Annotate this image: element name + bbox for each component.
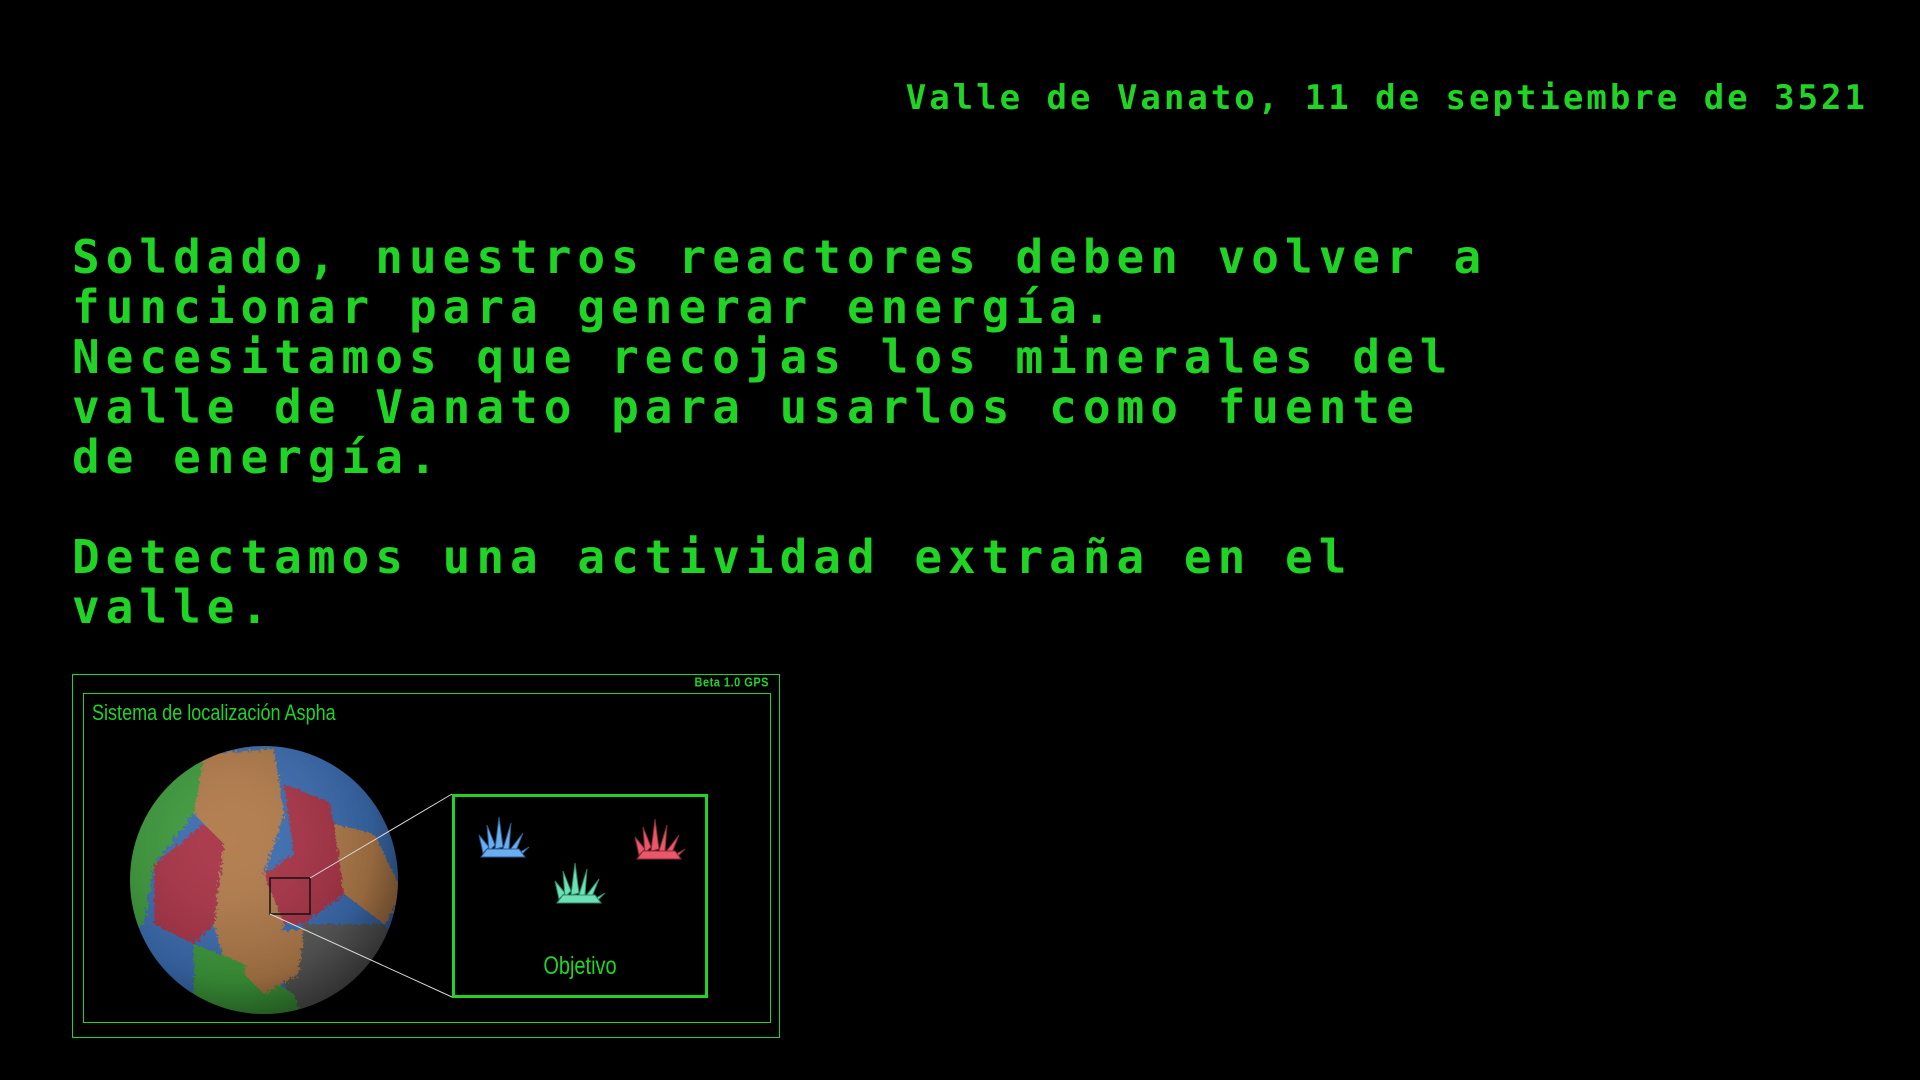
target-label: Objetivo <box>543 952 617 980</box>
briefing-paragraph-2: Detectamos una actividad extraña en el valle. <box>72 530 1353 634</box>
gps-title: Sistema de localización Aspha <box>92 700 336 725</box>
red-crystal-icon <box>631 815 689 863</box>
gps-version-label: Beta 1.0 GPS <box>694 675 769 691</box>
date-location-header: Valle de Vanato, 11 de septiembre de 3521 <box>905 78 1868 118</box>
briefing-paragraph-1: Soldado, nuestros reactores deben volver a funcionar para generar energía. Necesitamos que recojas los minerales del valle de Vanato para usarlos como fuente de energía. <box>72 230 1488 484</box>
mission-briefing <box>72 232 1872 632</box>
gps-inner-frame <box>83 693 771 1023</box>
teal-crystal-icon <box>551 859 609 907</box>
blue-crystal-icon <box>475 813 533 861</box>
gps-panel <box>72 674 780 1038</box>
target-zoom-box <box>452 794 708 998</box>
